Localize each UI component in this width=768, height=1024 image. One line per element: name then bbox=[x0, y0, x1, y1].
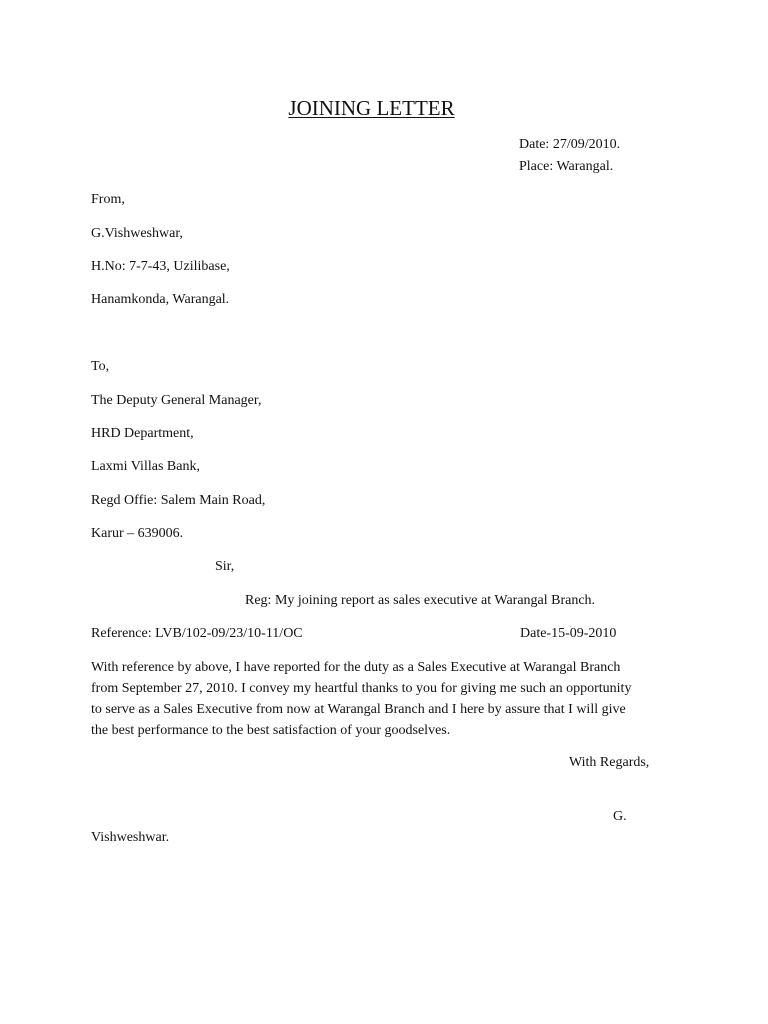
subject-line: Reg: My joining report as sales executive at Warangal Branch. bbox=[245, 593, 596, 608]
body-line: from September 27, 2010. I convey my heartful thanks to you for giving me such an opportunity bbox=[91, 681, 632, 696]
closing: With Regards, bbox=[569, 755, 650, 770]
letter-body bbox=[91, 657, 691, 741]
sender-address-line-1: H.No: 7-7-43, Uzilibase, bbox=[91, 259, 230, 274]
body-line: to serve as a Sales Executive from now at Warangal Branch and I here by assure that I will give bbox=[91, 702, 626, 717]
body-line: With reference by above, I have reported for the duty as a Sales Executive at Warangal Branch bbox=[91, 660, 621, 675]
letter-title: JOINING LETTER bbox=[288, 96, 455, 120]
recipient-department: HRD Department, bbox=[91, 426, 194, 441]
sender-name: G.Vishweshwar, bbox=[91, 226, 183, 241]
body-line: the best performance to the best satisfaction of your goodselves. bbox=[91, 723, 451, 738]
recipient-bank: Laxmi Villas Bank, bbox=[91, 459, 200, 474]
signature-initial: G. bbox=[613, 809, 627, 824]
from-heading: From, bbox=[91, 192, 125, 207]
recipient-title: The Deputy General Manager, bbox=[91, 393, 262, 408]
signature-name: Vishweshwar. bbox=[91, 830, 170, 845]
recipient-address: Regd Offie: Salem Main Road, bbox=[91, 493, 266, 508]
letter-place: Place: Warangal. bbox=[519, 159, 614, 174]
to-heading: To, bbox=[91, 359, 110, 374]
reference-date: Date-15-09-2010 bbox=[520, 626, 617, 641]
recipient-city: Karur – 639006. bbox=[91, 526, 184, 541]
reference-number: Reference: LVB/102-09/23/10-11/OC bbox=[91, 626, 303, 641]
salutation: Sir, bbox=[215, 559, 235, 574]
letter-date: Date: 27/09/2010. bbox=[519, 137, 621, 152]
sender-address-line-2: Hanamkonda, Warangal. bbox=[91, 292, 230, 307]
